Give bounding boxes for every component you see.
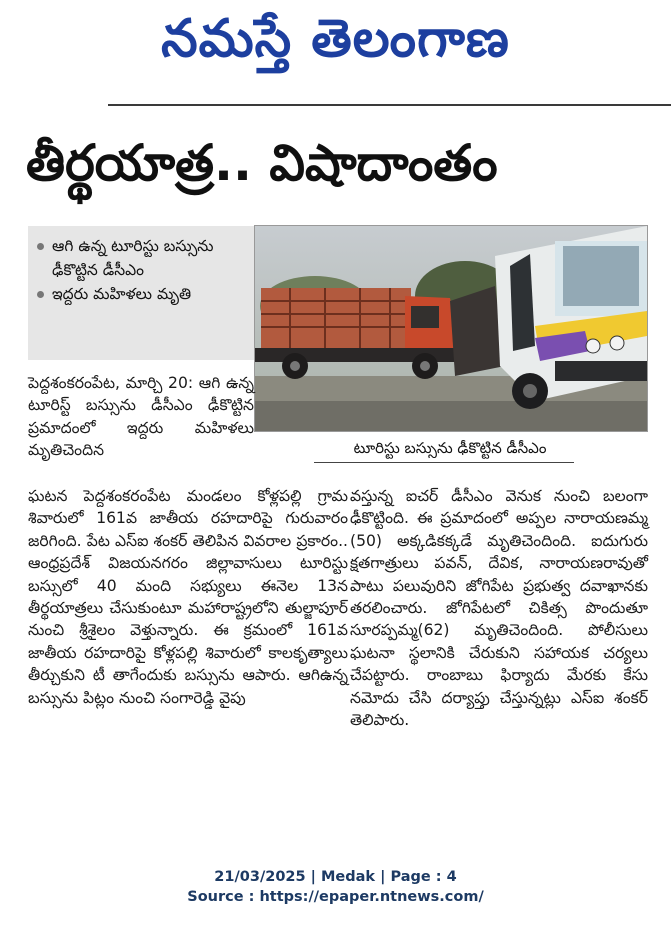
masthead-title: నమస్తే తెలంగాణ [161,9,510,69]
highlight-item [28,282,254,306]
headline: తీర్థయాత్ర.. విషాదాంతం [26,134,498,192]
footer-edition-info: 21/03/2025 | Medak | Page : 4 [214,869,457,885]
article-intro [28,372,254,482]
header-divider [108,104,671,106]
photo-caption: టూరిస్టు బస్సును ఢీకొట్టిన డీసీఎం [353,439,547,457]
highlight-item [28,234,254,282]
highlights-box [28,226,254,360]
article-column-2 [350,485,648,815]
footer-source-link[interactable]: Source : https://epaper.ntnews.com/ [187,889,484,905]
article-intro-text: పెద్దశంకరంపేట, మార్చి 20: ఆగి ఉన్న టూరిస్ట్ బస్సును డీసీఎం ఢీకొట్టిన ప్రమాదంలో ఇద్దరు మహిళలు మృతిచెందిన [28,374,254,460]
caption-divider [314,462,574,463]
highlight-text: ఇద్దరు మహిళలు మృతి [52,285,192,303]
accident-photo [254,225,648,432]
article-column-1 [28,485,348,825]
bullet-icon [37,291,44,298]
highlight-text: ఆగి ఉన్న టూరిస్టు బస్సును ఢీకొట్టిన డీసీఎం [52,237,214,279]
article-column-1-text: ఘటన పెద్దశంకరంపేట మండలం కోళ్లపల్లి గ్రామ శివారులో 161వ జాతీయ రహదారిపై గురువారం జరిగింది. పేట ఎస్ఐ శంకర్ తెలిపిన వివరాల ప్రకారం.. ఆంధ్రప్రదేశ్ విజయనగరం జిల్లావాసులు టూరిస్టు బస్సులో 40 మంది సభ్యులు ఈనెల 13న తీర్థయాత్రలు చేసుకుంటూ మహారాష్ట్రలోని తుల్జాపూర్ నుంచి శ్రీశైలం వెళ్తున్నారు. ఈ క్రమంలో 161వ జాతీయ రహదారిపై కోళ్లపల్లి శివారులో కాలకృత్యాలు తీర్చుకుని టీ తాగేందుకు బస్సును ఆపారు. ఆగిఉన్న బస్సును పిట్లం నుంచి సంగారెడ్డి వైపు [28,487,348,707]
article-column-2-text: వస్తున్న ఐచర్ డీసీఎం వెనుక నుంచి బలంగా ఢీకొట్టింది. ఈ ప్రమాదంలో అప్పల నారాయణమ్మ (50) అక్కడికక్కడే మృతిచెందింది. ఐదుగురు క్షతగాత్రులు పవన్, దేవిక, నారాయణరావుతో పాటు పలువురిని జోగిపేట ప్రభుత్వ దవాఖానకు తరలించారు. జోగిపేటలో చికిత్స పొందుతూ సూరప్పమ్మ(62) మృతిచెందింది. పోలీసులు ఘటనా స్థలానికి చేరుకుని సహాయక చర్యలు చేపట్టారు. రాంబాబు ఫిర్యాదు మేరకు కేసు నమోదు చేసి దర్యాప్తు చేస్తున్నట్లు ఎస్ఐ శంకర్ తెలిపారు. [350,487,648,730]
bullet-icon [37,243,44,250]
